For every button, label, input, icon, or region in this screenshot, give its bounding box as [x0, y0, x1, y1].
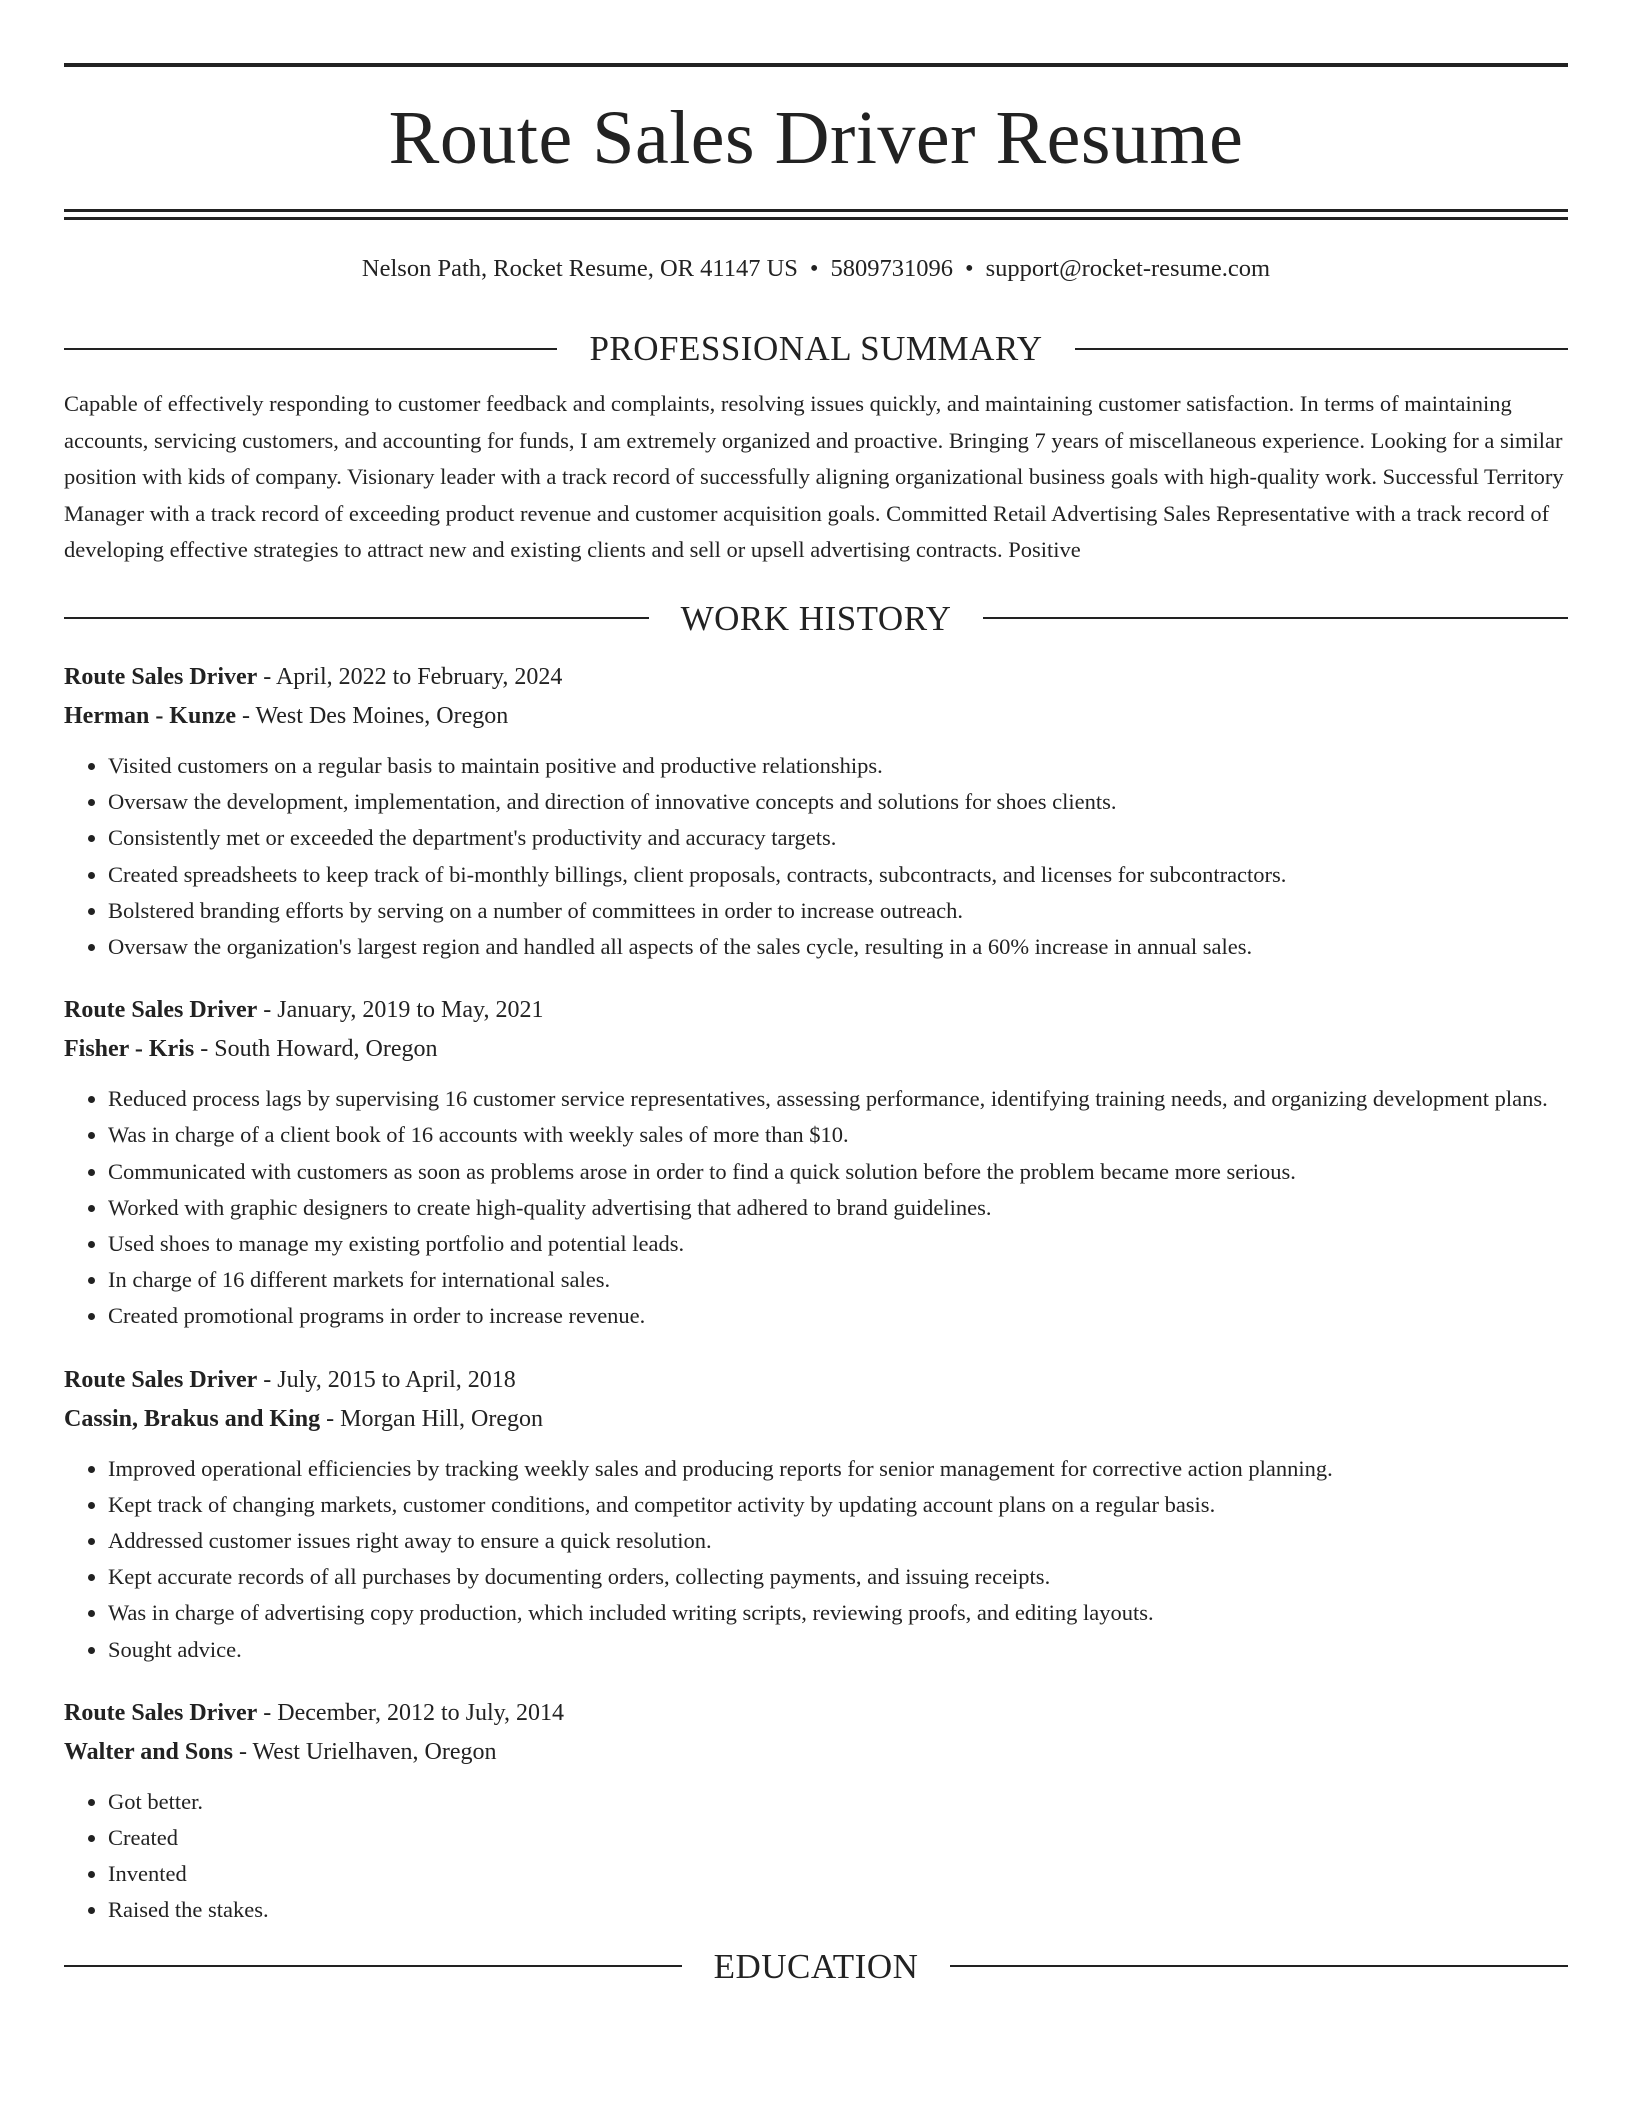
job-bullet: • Oversaw the organization's largest region and handled all aspects of the sales cycle, resulting in a 60% increase in annual sales. — [108, 929, 1568, 965]
heading-rule — [64, 1965, 682, 1967]
job-bullet: • Kept track of changing markets, customer conditions, and competitor activity by updating account plans on a regular basis. — [108, 1487, 1568, 1523]
job-dates: April, 2022 to February, 2024 — [275, 663, 563, 690]
job-bullet: • Was in charge of a client book of 16 accounts with weekly sales of more than $10. — [108, 1117, 1568, 1153]
job-entry — [64, 1694, 1568, 1929]
job-dates: December, 2012 to July, 2014 — [277, 1699, 565, 1726]
dash: - — [194, 1036, 215, 1063]
heading-rule — [64, 348, 557, 350]
dash: - — [257, 1699, 278, 1726]
job-bullet: • Visited customers on a regular basis to maintain positive and productive relationships. — [108, 748, 1568, 784]
job-bullet: • Consistently met or exceeded the department's productivity and accuracy targets. — [108, 820, 1568, 856]
contact-separator: • — [809, 255, 819, 282]
job-title: Route Sales Driver — [64, 997, 258, 1024]
summary-text: Capable of effectively responding to customer feedback and complaints, resolving issues quickly, and maintaining customer satisfaction. In terms of maintaining accounts, servicing customers, and accounting for funds, I am extremely organized and proactive. Bringing 7 years of miscellaneous experience. Looking for a similar position with kids of company. Visionary leader with a track record of successfully aligning organizational business goals with high-quality work. Successful Territory Manager with a track record of exceeding product revenue and customer acquisition goals. Committed Retail Advertising Sales Representative with a track record of developing effective strategies to attract new and existing clients and sell or upsell advertising contracts. Positive — [64, 391, 1564, 563]
job-company: Herman - Kunze — [64, 702, 236, 729]
heading-rule — [950, 1965, 1568, 1967]
heading-rule — [64, 617, 649, 619]
job-title: Route Sales Driver — [64, 1699, 258, 1726]
section-heading-education — [64, 1946, 1568, 1986]
heading-rule — [1075, 348, 1568, 350]
job-location: South Howard, Oregon — [214, 1036, 438, 1063]
section-title: WORK HISTORY — [680, 598, 952, 638]
job-bullet: • Oversaw the development, implementation, and direction of innovative concepts and solutions for shoes clients. — [108, 784, 1568, 820]
job-bullet: • Improved operational efficiencies by tracking weekly sales and producing reports for senior management for corrective action planning. — [108, 1451, 1568, 1487]
dash: - — [257, 997, 278, 1024]
job-bullets — [64, 1451, 1568, 1668]
job-company-line — [64, 1030, 1568, 1069]
job-bullet: • Kept accurate records of all purchases by documenting orders, collecting payments, and issuing receipts. — [108, 1559, 1568, 1595]
top-rule — [64, 63, 1568, 67]
job-bullet: • Was in charge of advertising copy production, which included writing scripts, reviewing proofs, and editing layouts. — [108, 1595, 1568, 1631]
job-bullet: • Created — [108, 1820, 1568, 1856]
job-bullet: • In charge of 16 different markets for international sales. — [108, 1262, 1568, 1298]
job-location: Morgan Hill, Oregon — [340, 1405, 543, 1432]
job-company-line — [64, 1400, 1568, 1439]
job-dates: January, 2019 to May, 2021 — [277, 997, 544, 1024]
job-entry — [64, 658, 1568, 965]
job-bullet: • Got better. — [108, 1784, 1568, 1820]
job-location: West Urielhaven, Oregon — [252, 1738, 497, 1765]
job-bullet: • Reduced process lags by supervising 16 customer service representatives, assessing performance, identifying training needs, and organizing development plans. — [108, 1081, 1568, 1117]
job-bullet: • Sought advice. — [108, 1632, 1568, 1668]
title-double-rule — [64, 209, 1568, 220]
resume-title: Route Sales Driver Resume — [388, 96, 1244, 180]
job-bullet: • Bolstered branding efforts by serving on a number of committees in order to increase outreach. — [108, 893, 1568, 929]
job-bullet: • Created spreadsheets to keep track of bi-monthly billings, client proposals, contracts, subcontracts, and licenses for subcontractors. — [108, 857, 1568, 893]
dash: - — [320, 1405, 341, 1432]
section-title: PROFESSIONAL SUMMARY — [589, 329, 1043, 369]
job-bullet: • Raised the stakes. — [108, 1892, 1568, 1928]
contact-address: Nelson Path, Rocket Resume, OR 41147 US — [361, 255, 798, 282]
job-bullet: • Used shoes to manage my existing portfolio and potential leads. — [108, 1226, 1568, 1262]
dash: - — [257, 663, 276, 690]
job-title-line — [64, 1694, 1568, 1733]
job-bullets — [64, 748, 1568, 965]
section-heading-summary — [64, 329, 1568, 369]
job-bullet: • Communicated with customers as soon as problems arose in order to find a quick solution before the problem became more serious. — [108, 1154, 1568, 1190]
contact-email: support@rocket-resume.com — [985, 255, 1271, 282]
job-bullet: • Addressed customer issues right away to ensure a quick resolution. — [108, 1523, 1568, 1559]
contact-separator: • — [965, 255, 974, 282]
job-title-line — [64, 1361, 1568, 1400]
job-entry — [64, 991, 1568, 1334]
job-entry — [64, 1361, 1568, 1668]
section-title: EDUCATION — [713, 1946, 919, 1986]
job-title: Route Sales Driver — [64, 663, 258, 690]
dash: - — [235, 702, 256, 729]
resume-page — [64, 0, 1568, 2112]
job-company-line — [64, 1733, 1568, 1772]
job-company-line — [64, 697, 1568, 736]
job-bullet: • Worked with graphic designers to create high-quality advertising that adhered to brand guidelines. — [108, 1190, 1568, 1226]
work-history-list — [64, 658, 1568, 1929]
job-company: Fisher - Kris — [64, 1036, 195, 1063]
heading-rule — [983, 617, 1568, 619]
job-bullets — [64, 1081, 1568, 1334]
job-company: Walter and Sons — [64, 1738, 233, 1765]
section-heading-work — [64, 598, 1568, 638]
job-company: Cassin, Brakus and King — [64, 1405, 321, 1432]
job-title-line — [64, 991, 1568, 1030]
job-bullet: • Invented — [108, 1856, 1568, 1892]
job-bullet: • Created promotional programs in order to increase revenue. — [108, 1298, 1568, 1334]
contact-phone: 5809731096 — [830, 255, 953, 282]
contact-line — [64, 254, 1568, 283]
job-title: Route Sales Driver — [64, 1366, 258, 1393]
job-bullets — [64, 1784, 1568, 1929]
dash: - — [257, 1366, 278, 1393]
job-dates: July, 2015 to April, 2018 — [277, 1366, 516, 1393]
dash: - — [232, 1738, 253, 1765]
job-location: West Des Moines, Oregon — [255, 702, 509, 729]
job-title-line — [64, 658, 1568, 697]
